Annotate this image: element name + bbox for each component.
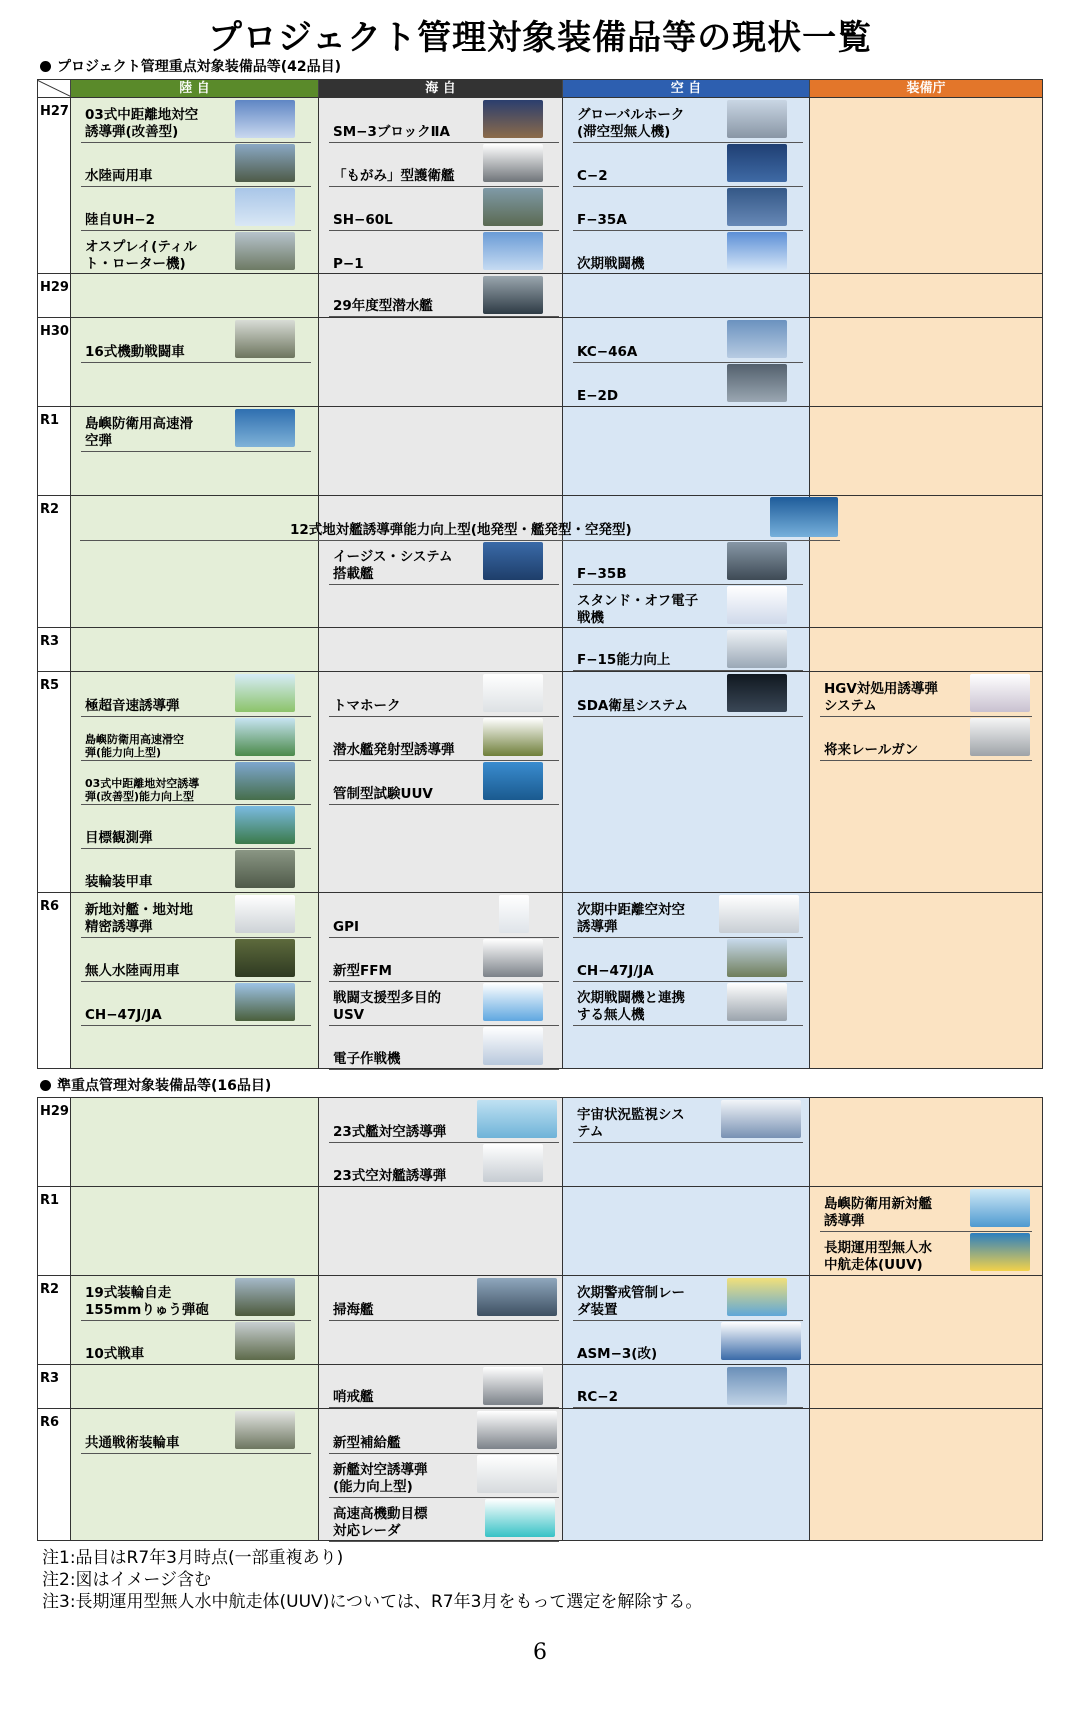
list-item bbox=[573, 318, 803, 363]
header-gsdf: 陸 自 bbox=[71, 80, 319, 97]
item-label: 次期中距離空対空 誘導弾 bbox=[577, 902, 685, 935]
cell-atla bbox=[810, 318, 1042, 406]
year-label: R5 bbox=[38, 672, 71, 892]
cell-asdf bbox=[563, 407, 810, 495]
item-label: トマホーク bbox=[333, 698, 401, 714]
radar-icon bbox=[485, 1499, 555, 1537]
ew-aircraft-icon bbox=[483, 1027, 543, 1065]
notes bbox=[42, 1547, 702, 1613]
hypersonic-missile-icon bbox=[235, 674, 295, 712]
list-item bbox=[81, 407, 311, 452]
interceptor-missile-icon bbox=[970, 674, 1030, 712]
item-label: 水陸両用車 bbox=[85, 168, 153, 184]
list-item bbox=[573, 672, 803, 717]
header-asdf: 空 自 bbox=[563, 80, 810, 97]
list-item bbox=[329, 540, 559, 585]
item-label: 29年度型潜水艦 bbox=[333, 298, 433, 314]
item-label: E−2D bbox=[577, 388, 619, 404]
list-item bbox=[329, 1142, 559, 1187]
item-label: KC−46A bbox=[577, 344, 638, 360]
howitzer-icon bbox=[235, 1278, 295, 1316]
item-label: CH−47J/JA bbox=[577, 963, 654, 979]
item-label: 23式空対艦誘導弾 bbox=[333, 1168, 447, 1184]
item-label: 電子作戦機 bbox=[333, 1051, 401, 1067]
list-item bbox=[573, 584, 803, 629]
tanker-aircraft-icon bbox=[727, 320, 787, 358]
cell-gsdf bbox=[71, 318, 319, 406]
anti-ship-missile-icon bbox=[483, 1144, 543, 1182]
fighter-jet-icon bbox=[727, 630, 787, 668]
osprey-icon bbox=[235, 232, 295, 270]
item-label: 無人水陸両用車 bbox=[85, 963, 180, 979]
row-r2 bbox=[38, 1275, 1042, 1364]
missile-launch-icon bbox=[483, 100, 543, 138]
item-label: 宇宙状況監視シス テム bbox=[577, 1107, 685, 1140]
list-item bbox=[329, 1365, 559, 1408]
air-defense-icon bbox=[235, 762, 295, 800]
list-item bbox=[81, 937, 311, 982]
item-label: 陸自UH−2 bbox=[85, 212, 155, 228]
helicopter-icon bbox=[235, 188, 295, 226]
cell-gsdf bbox=[71, 98, 319, 273]
year-label: H30 bbox=[38, 318, 71, 406]
cell-gsdf bbox=[71, 893, 319, 1068]
list-item bbox=[573, 1098, 803, 1143]
space-surveillance-icon bbox=[721, 1100, 801, 1138]
list-item bbox=[329, 672, 559, 717]
list-item bbox=[81, 981, 311, 1026]
missile-launch-icon bbox=[235, 100, 295, 138]
list-item bbox=[820, 672, 1032, 717]
item-label: SDA衛星システム bbox=[577, 698, 689, 714]
cell-atla bbox=[810, 98, 1042, 273]
observation-round-icon bbox=[235, 806, 295, 844]
cell-atla bbox=[810, 1365, 1042, 1408]
list-item bbox=[329, 186, 559, 231]
item-label: 目標観測弾 bbox=[85, 830, 153, 846]
item-label: 03式中距離地対空誘導 弾(改善型)能力向上型 bbox=[85, 777, 200, 803]
fighter-jet-icon bbox=[727, 232, 787, 270]
list-item bbox=[81, 672, 311, 717]
section-title-text: 準重点管理対象装備品等(16品目) bbox=[57, 1078, 272, 1094]
year-label: R2 bbox=[38, 1276, 71, 1364]
item-label: 新艦対空誘導弾 (能力向上型) bbox=[333, 1462, 428, 1495]
cell-atla bbox=[810, 1276, 1042, 1364]
item-label: 19式装輪自走 155mmりゅう弾砲 bbox=[85, 1285, 209, 1318]
item-label: C−2 bbox=[577, 168, 608, 184]
section-title-semi-priority bbox=[40, 1075, 271, 1095]
list-item bbox=[573, 893, 803, 938]
list-item bbox=[820, 716, 1032, 761]
cell-asdf bbox=[563, 1098, 810, 1186]
list-item bbox=[81, 716, 311, 761]
air-to-ship-missile-icon bbox=[721, 1322, 801, 1360]
page-number: 6 bbox=[533, 1640, 547, 1665]
fighter-jet-icon bbox=[727, 188, 787, 226]
item-label: 新型FFM bbox=[333, 963, 392, 979]
list-item bbox=[573, 362, 803, 407]
row-r1 bbox=[38, 1186, 1042, 1275]
cell-msdf bbox=[319, 1409, 563, 1540]
drone-icon bbox=[727, 983, 787, 1021]
cell-atla bbox=[810, 496, 1042, 627]
cell-atla bbox=[810, 893, 1042, 1068]
year-label: R1 bbox=[38, 1187, 71, 1275]
cell-msdf bbox=[319, 628, 563, 671]
header-corner bbox=[38, 80, 71, 97]
item-label: ASM−3(改) bbox=[577, 1346, 658, 1362]
list-item bbox=[329, 142, 559, 187]
year-label: R3 bbox=[38, 628, 71, 671]
helicopter-icon bbox=[483, 188, 543, 226]
item-label: グローバルホーク (滞空型無人機) bbox=[577, 107, 685, 140]
usv-icon bbox=[483, 983, 543, 1021]
year-label: R1 bbox=[38, 407, 71, 495]
cell-msdf bbox=[319, 274, 563, 317]
year-label: H29 bbox=[38, 1098, 71, 1186]
list-item bbox=[573, 540, 803, 585]
cell-gsdf bbox=[71, 628, 319, 671]
row-r6 bbox=[38, 1408, 1042, 1540]
uuv-icon bbox=[970, 1233, 1030, 1271]
sam-icon bbox=[477, 1100, 557, 1138]
row-r1 bbox=[38, 406, 1042, 495]
row-h27 bbox=[38, 97, 1042, 273]
list-item bbox=[329, 893, 559, 938]
cell-msdf bbox=[319, 1098, 563, 1186]
cell-gsdf bbox=[71, 407, 319, 495]
item-label: 新型補給艦 bbox=[333, 1435, 401, 1451]
cell-gsdf bbox=[71, 672, 319, 892]
cell-asdf bbox=[563, 1187, 810, 1275]
sub-launched-missile-icon bbox=[483, 718, 543, 756]
semi-priority-table bbox=[37, 1097, 1043, 1541]
item-label: 管制型試験UUV bbox=[333, 786, 433, 802]
fighter-jet-icon bbox=[727, 542, 787, 580]
item-label: 島嶼防衛用高速滑空 弾(能力向上型) bbox=[85, 733, 184, 759]
aegis-ship-icon bbox=[483, 542, 543, 580]
row-r3 bbox=[38, 627, 1042, 671]
cell-gsdf bbox=[71, 1276, 319, 1364]
satellite-icon bbox=[727, 674, 787, 712]
item-label: 極超音速誘導弾 bbox=[85, 698, 180, 714]
item-label: 23式艦対空誘導弾 bbox=[333, 1124, 447, 1140]
list-item bbox=[820, 1231, 1032, 1276]
cell-asdf bbox=[563, 672, 810, 892]
header-atla: 装備庁 bbox=[810, 80, 1042, 97]
patrol-ship-icon bbox=[483, 1367, 543, 1405]
cell-msdf bbox=[319, 98, 563, 273]
item-label: 16式機動戦闘車 bbox=[85, 344, 185, 360]
list-item bbox=[81, 1320, 311, 1365]
cell-gsdf bbox=[71, 274, 319, 317]
cell-atla bbox=[810, 274, 1042, 317]
header-msdf: 海 自 bbox=[319, 80, 563, 97]
list-item bbox=[573, 628, 803, 671]
item-label: スタンド・オフ電子 戦機 bbox=[577, 593, 699, 626]
cell-msdf bbox=[319, 407, 563, 495]
year-label: R6 bbox=[38, 1409, 71, 1540]
list-item bbox=[820, 1187, 1032, 1232]
list-item bbox=[329, 1025, 559, 1070]
table-header bbox=[38, 80, 1042, 97]
priority-table bbox=[37, 79, 1043, 1069]
item-label: 次期警戒管制レー ダ装置 bbox=[577, 1285, 685, 1318]
item-label: 装輪装甲車 bbox=[85, 874, 153, 890]
item-label: 潜水艦発射型誘導弾 bbox=[333, 742, 455, 758]
list-item bbox=[573, 230, 803, 275]
amphibious-vehicle-icon bbox=[235, 144, 295, 182]
interceptor-icon bbox=[499, 895, 529, 933]
railgun-icon bbox=[970, 718, 1030, 756]
item-label: 島嶼防衛用高速滑 空弾 bbox=[85, 416, 193, 449]
item-label: HGV対処用誘導弾 システム bbox=[824, 681, 938, 714]
glide-missile-icon bbox=[235, 409, 295, 447]
row-r2 bbox=[38, 495, 1042, 627]
list-item bbox=[329, 1453, 559, 1498]
cell-gsdf bbox=[71, 1365, 319, 1408]
year-label: R2 bbox=[38, 496, 71, 627]
list-item bbox=[81, 1276, 311, 1321]
destroyer-icon bbox=[483, 144, 543, 182]
cell-msdf bbox=[319, 1276, 563, 1364]
row-r5 bbox=[38, 671, 1042, 892]
cell-atla bbox=[810, 407, 1042, 495]
item-label: 高速高機動目標 対応レーダ bbox=[333, 1506, 428, 1539]
list-item bbox=[329, 98, 559, 143]
supply-ship-icon bbox=[477, 1411, 557, 1449]
list-item bbox=[573, 1276, 803, 1321]
row-h29 bbox=[38, 1098, 1042, 1186]
anti-ship-missile-map-icon bbox=[770, 497, 838, 537]
cell-asdf bbox=[563, 1365, 810, 1408]
item-label: SH−60L bbox=[333, 212, 393, 228]
list-item bbox=[329, 1409, 559, 1454]
cell-asdf bbox=[563, 274, 810, 317]
cell-asdf bbox=[563, 893, 810, 1068]
list-item bbox=[81, 318, 311, 363]
glide-missile-icon bbox=[235, 718, 295, 756]
note-3: 注3:長期運用型無人水中航走体(UUV)については、R7年3月をもって選定を解除する。 bbox=[42, 1592, 703, 1612]
recon-aircraft-icon bbox=[727, 1367, 787, 1405]
ew-aircraft-icon bbox=[727, 586, 787, 624]
sam-icon bbox=[477, 1455, 557, 1493]
amphibious-vehicle-icon bbox=[235, 939, 295, 977]
list-item bbox=[573, 186, 803, 231]
cell-atla bbox=[810, 1098, 1042, 1186]
cell-gsdf bbox=[71, 1098, 319, 1186]
item-label: P−1 bbox=[333, 256, 364, 272]
cell-msdf bbox=[319, 1187, 563, 1275]
item-label: CH−47J/JA bbox=[85, 1007, 162, 1023]
row-h29 bbox=[38, 273, 1042, 317]
early-warning-aircraft-icon bbox=[727, 364, 787, 402]
air-to-air-missile-icon bbox=[719, 895, 799, 933]
minesweeper-icon bbox=[477, 1278, 557, 1316]
item-label: RC−2 bbox=[577, 1389, 619, 1405]
item-label: GPI bbox=[333, 919, 359, 935]
item-label: 将来レールガン bbox=[824, 742, 919, 758]
item-label: F−35B bbox=[577, 566, 627, 582]
cruise-missile-icon bbox=[483, 674, 543, 712]
list-item bbox=[81, 230, 311, 275]
item-label: 次期戦闘機と連携 する無人機 bbox=[577, 990, 685, 1023]
list-item bbox=[81, 1409, 311, 1454]
list-item bbox=[573, 98, 803, 143]
cell-asdf bbox=[563, 98, 810, 273]
item-label: イージス・システム 搭載艦 bbox=[333, 549, 453, 582]
submarine-icon bbox=[483, 276, 543, 314]
item-label: 掃海艦 bbox=[333, 1302, 374, 1318]
list-item bbox=[329, 981, 559, 1026]
cell-gsdf bbox=[71, 1409, 319, 1540]
list-item bbox=[573, 937, 803, 982]
list-item bbox=[329, 1497, 559, 1542]
anti-ship-missile-map-icon bbox=[970, 1189, 1030, 1227]
list-item bbox=[329, 760, 559, 805]
item-label: 10式戦車 bbox=[85, 1346, 145, 1362]
item-label: F−15能力向上 bbox=[577, 652, 671, 668]
cell-asdf bbox=[563, 628, 810, 671]
cell-asdf bbox=[563, 1409, 810, 1540]
list-item bbox=[573, 1320, 803, 1365]
cell-asdf bbox=[563, 1276, 810, 1364]
helicopter-icon bbox=[235, 983, 295, 1021]
item-label: 戦闘支援型多目的 USV bbox=[333, 990, 441, 1023]
cell-msdf bbox=[319, 318, 563, 406]
list-item bbox=[329, 1276, 559, 1321]
drone-icon bbox=[727, 100, 787, 138]
row-h30 bbox=[38, 317, 1042, 406]
item-label: 次期戦闘機 bbox=[577, 256, 645, 272]
page-title: プロジェクト管理対象装備品等の現状一覧 bbox=[207, 18, 873, 58]
row-r6 bbox=[38, 892, 1042, 1068]
item-label: 新地対艦・地対地 精密誘導弾 bbox=[85, 902, 193, 935]
item-label: 哨戒艦 bbox=[333, 1389, 374, 1405]
item-label: SM−3ブロックⅡA bbox=[333, 124, 450, 140]
list-item bbox=[329, 716, 559, 761]
row-r3 bbox=[38, 1364, 1042, 1408]
frigate-icon bbox=[483, 939, 543, 977]
list-item bbox=[81, 98, 311, 143]
item-label: 03式中距離地対空 誘導弾(改善型) bbox=[85, 107, 199, 140]
list-item bbox=[81, 760, 311, 805]
tank-icon bbox=[235, 1322, 295, 1360]
list-item bbox=[81, 142, 311, 187]
section-title-priority bbox=[40, 56, 341, 76]
year-label: R6 bbox=[38, 893, 71, 1068]
bullet-icon bbox=[40, 1080, 51, 1091]
item-label: 「もがみ」型護衛艦 bbox=[333, 168, 455, 184]
note-2: 注2:図はイメージ含む bbox=[42, 1570, 212, 1590]
armored-vehicle-icon bbox=[235, 850, 295, 888]
cell-atla bbox=[810, 628, 1042, 671]
list-item bbox=[329, 1098, 559, 1143]
note-1: 注1:品目はR7年3月時点(一部重複あり) bbox=[42, 1548, 344, 1568]
cell-msdf bbox=[319, 1365, 563, 1408]
transport-aircraft-icon bbox=[727, 144, 787, 182]
year-label: R3 bbox=[38, 1365, 71, 1408]
year-label: H27 bbox=[38, 98, 71, 273]
list-item bbox=[573, 142, 803, 187]
list-item bbox=[81, 186, 311, 231]
year-label: H29 bbox=[38, 274, 71, 317]
list-item bbox=[329, 937, 559, 982]
bullet-icon bbox=[40, 61, 51, 72]
cell-atla bbox=[810, 1187, 1042, 1275]
cell-atla bbox=[810, 672, 1042, 892]
cell-atla bbox=[810, 1409, 1042, 1540]
item-label: 12式地対艦誘導弾能力向上型(地発型・艦発型・空発型) bbox=[290, 522, 632, 538]
item-label: F−35A bbox=[577, 212, 627, 228]
cruise-missile-icon bbox=[235, 895, 295, 933]
cell-msdf bbox=[319, 672, 563, 892]
item-label: 島嶼防衛用新対艦 誘導弾 bbox=[824, 1196, 932, 1229]
list-item bbox=[81, 804, 311, 849]
uuv-icon bbox=[483, 762, 543, 800]
list-item bbox=[573, 981, 803, 1026]
item-label: 共通戦術装輪車 bbox=[85, 1435, 180, 1451]
radar-icon bbox=[727, 1278, 787, 1316]
item-label: オスプレイ(ティル ト・ローター機) bbox=[85, 239, 197, 272]
combat-vehicle-icon bbox=[235, 320, 295, 358]
item-label: 長期運用型無人水 中航走体(UUV) bbox=[824, 1240, 932, 1273]
list-item bbox=[329, 230, 559, 275]
list-item bbox=[573, 1365, 803, 1408]
list-item bbox=[81, 848, 311, 893]
section-title-text: プロジェクト管理重点対象装備品等(42品目) bbox=[57, 59, 341, 75]
cell-gsdf bbox=[71, 1187, 319, 1275]
patrol-aircraft-icon bbox=[483, 232, 543, 270]
list-item bbox=[81, 893, 311, 938]
helicopter-icon bbox=[727, 939, 787, 977]
cell-msdf bbox=[319, 893, 563, 1068]
list-item bbox=[329, 274, 559, 317]
wheeled-vehicle-icon bbox=[235, 1411, 295, 1449]
cell-asdf bbox=[563, 318, 810, 406]
span-item bbox=[80, 496, 840, 541]
